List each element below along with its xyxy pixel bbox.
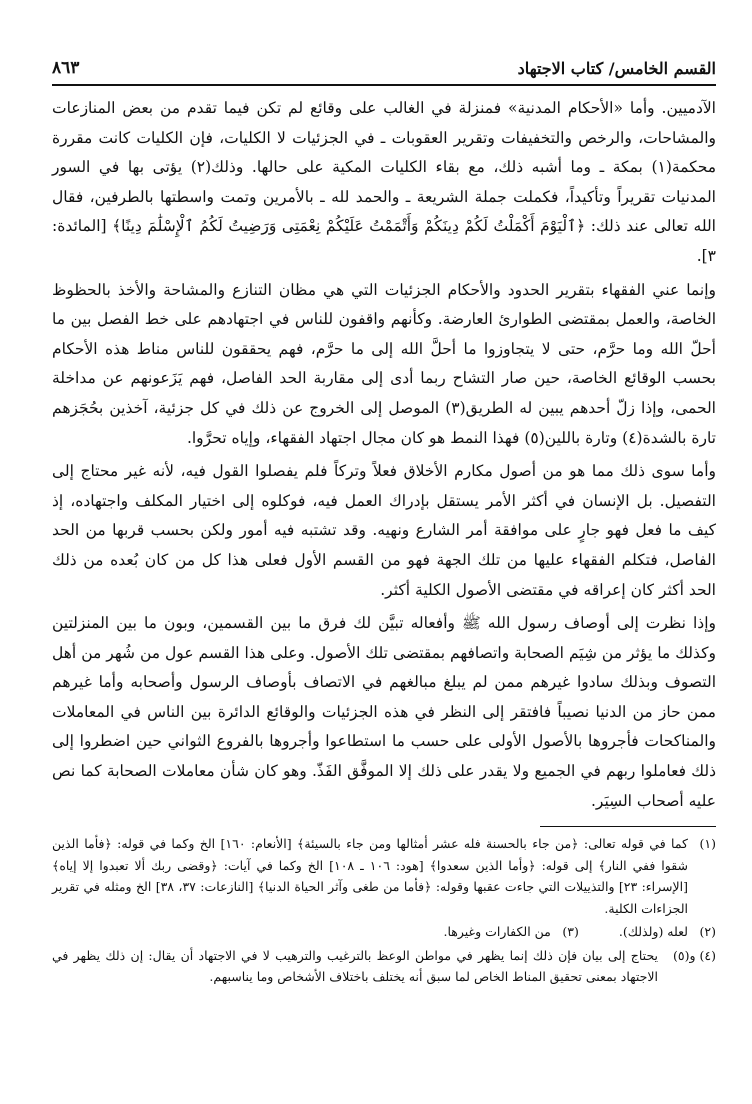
footnote-row-2-3 xyxy=(52,921,716,943)
footnote-separator xyxy=(540,826,716,827)
footnote-number: (٣) xyxy=(562,924,579,940)
page-number: ٨٦٣ xyxy=(52,58,80,78)
paragraph: الآدميين. وأما «الأحكام المدنية» فمنزلة في الغالب على وقائع لم تكن فيما تقدم من بعض المنازعات والمشاحات، والرخص والتخفيفات وتقرير العقوبات ـ في الجزئيات لا الكليات، فإن الكليات كانت مقررة محكمة(١) بمكة ـ وما أشبه ذلك، مع بقاء الكليات المكية على حالها. وذلك(٢) يؤتى بها في السور المدنيات تقريراً وتأكيداً، فكملت جملة الشريعة ـ والحمد لله ـ بالأمرين وتمت واسطتها بالطرفين، فقال الله تعالى عند ذلك: ﴿ٱلْيَوْمَ أَكْمَلْتُ لَكُمْ دِينَكُمْ وَأَتْمَمْتُ عَلَيْكُمْ نِعْمَتِى وَرَضِيتُ لَكُمُ ٱلْإِسْلَٰمَ دِينًا﴾ [المائدة: ٣]. xyxy=(52,99,717,265)
paragraph: وإنما عني الفقهاء بتقرير الحدود والأحكام الجزئيات التي هي مظان التنازع والمشاحة والأخذ بالحظوظ الخاصة، والعمل بمقتضى الطوارئ العارضة. وكأنهم واقفون للناس في اجتهادهم على خط الفصل بين ما أحلّ الله وما حرَّم، حتى لا يتجاوزوا ما أحلَّ الله إلى ما حرَّم، فهم يحققون للناس مناط هذه الأحكام بحسب الوقائع الخاصة، حين صار التشاح ربما أدى إلى مقاربة الحد الفاصل، فهم يَزَعونهم عن مداخلة الحمى، وإذا زلّ أحدهم يبين له الطريق(٣) الموصل إلى الخروج عن ذلك في كل جزئية، آخذين بحُجَزهم تارة بالشدة(٤) وتارة باللين(٥) فهذا النمط هو كان مجال اجتهاد الفقهاء، وإياه تحرَّوا. xyxy=(52,280,716,447)
main-text xyxy=(52,94,716,816)
footnote-number: (٢) xyxy=(699,924,716,940)
footnote-text: كما في قوله تعالى: ﴿من جاء بالحسنة فله عشر أمثالها ومن جاء بالسيئة﴾ [الأنعام: ١٦٠] الخ وكما في قوله: ﴿فأما الذين شقوا ففي النار﴾ إلى قوله: ﴿وأما الذين سعدوا﴾ [هود: ١٠٦ ـ ١٠٨] الخ وكما في آيات: ﴿وقضى ربك ألا تعبدوا إلا إياه﴾ [الإسراء: ٢٣] والتذييلات التي جاءت عقبها وقوله: ﴿فأما من طغى وآثر الحياة الدنيا﴾ [النازعات: ٣٧، ٣٨] الخ ومثله في تقرير الجزاءات الكلية. xyxy=(52,836,689,916)
footnote-number: (١) xyxy=(699,836,716,852)
footnote-text: من الكفارات وغيرها. xyxy=(443,924,551,940)
footnote-1 xyxy=(52,833,716,919)
footnote-2 xyxy=(619,921,716,943)
running-head: القسم الخامس/ كتاب الاجتهاد xyxy=(517,59,716,78)
paragraph: وإذا نظرت إلى أوصاف رسول الله ﷺ وأفعاله تبيَّن لك فرق ما بين القسمين، وبون ما بين المنزلتين وكذلك ما يؤثر من شِيَم الصحابة واتصافهم بمقتضى تلك الأصول. وعلى هذا القسم عول من شُهر من أهل التصوف وبذلك سادوا غيرهم ممن لم يبلغ مبالغهم في الاتصاف بأوصاف الرسول وأصحابه وأما غيرهم ممن حاز من الدنيا نصيباً فافتقر إلى النظر في هذه الجزئيات والوقائع الدائرة بين الناس في المعاملات والمناكحات فأجروها بالأصول الأولى على حسب ما استطاعوا وأجروها بالفروع الثواني حين اضطروا إلى ذلك فعاملوا ربهم في الجميع ولا يقدر على ذلك إلا الموفَّق الفَذّ. وهو كان شأن معاملات الصحابة كما نص عليه أصحاب السِيَر. xyxy=(52,614,716,810)
footnote-text: يحتاج إلى بيان فإن ذلك إنما يظهر في مواطن الوعظ بالترغيب والترهيب لا في الاجتهاد أن يقال: إن ذلك يظهر في الاجتهاد بمعنى تحقيق المناط الخاص لما سبق أنه يختلف باختلاف الأشخاص وما يناسبهم. xyxy=(52,947,658,985)
page-header xyxy=(52,58,716,86)
footnote-text: لعله (ولذلك). xyxy=(618,924,688,940)
paragraph: وأما سوى ذلك مما هو من أصول مكارم الأخلاق فعلاً وتركاً فلم يفصلوا القول فيه، لأنه غير محتاج إلى التفصيل. بل الإنسان في أكثر الأمر يستقل بإدراك العمل فيه، فوكلوه إلى اختيار المكلف واجتهاده، إذ كيف ما فعل فهو جارٍ على موافقة أمر الشارع ونهيه. وقد تشتبه فيه أمور ولكن بحسب قربها من الحد الفاصل، فتكلم الفقهاء عليها من تلك الجهة فهو من القسم الأول فعلى هذا كل من كان بُعده من ذلك الحد أكثر كان إعراقه في مقتضى الأصول الكلية أكثر. xyxy=(52,462,716,599)
footnote-number: (٤) و(٥) xyxy=(673,947,716,963)
footnote-3 xyxy=(443,921,578,943)
book-page xyxy=(52,58,716,990)
footnote-4-5 xyxy=(52,945,716,988)
footnotes xyxy=(52,833,716,988)
